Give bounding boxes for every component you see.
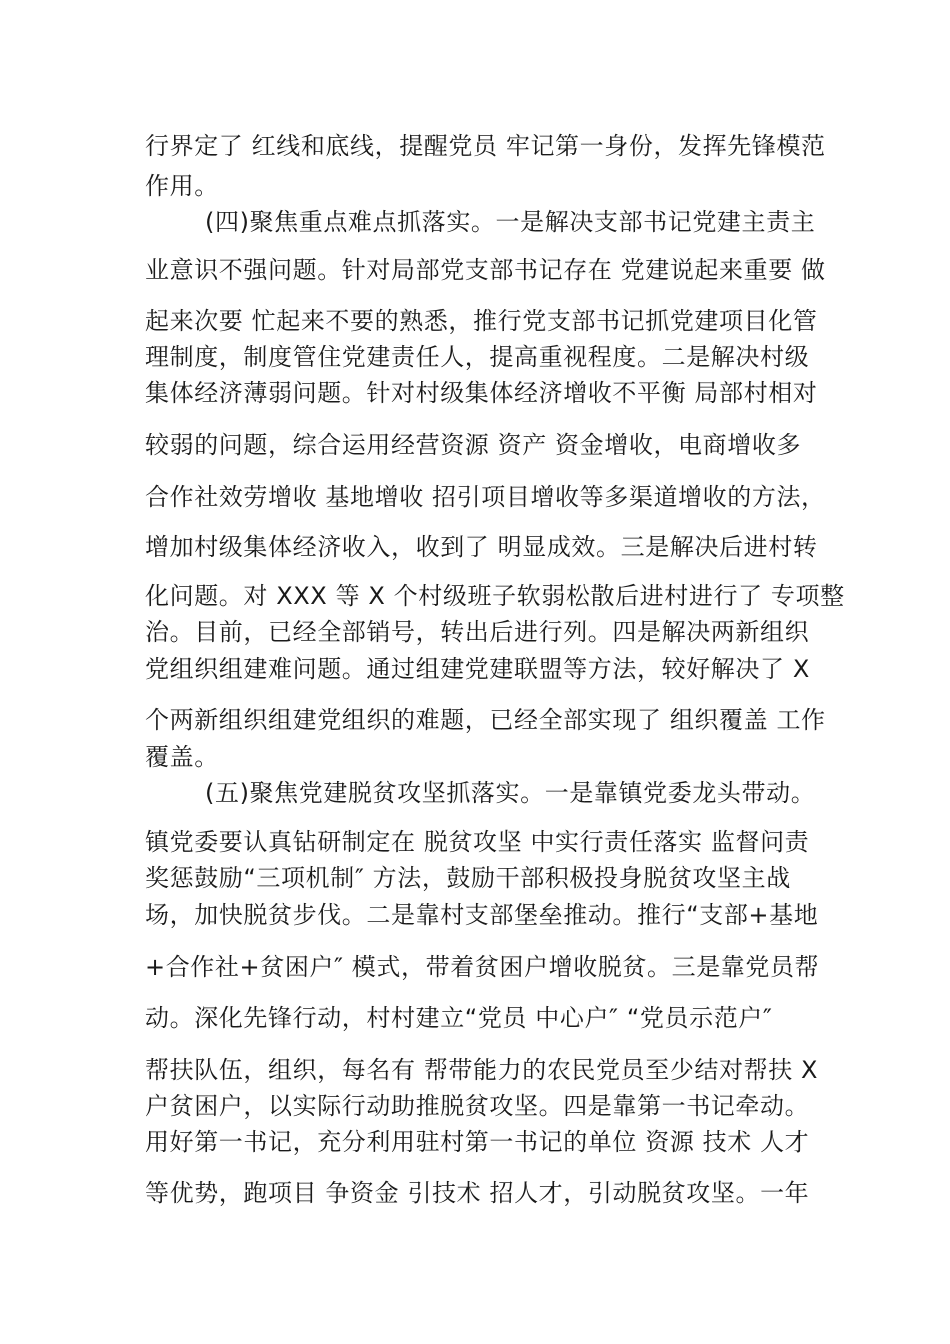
body-text-line: 行界定了 红线和底线，提醒党员 牢记第一身份，发挥先锋模范	[145, 132, 826, 160]
body-text-line: 奖惩鼓励“三项机制″ 方法，鼓励干部积极投身脱贫攻坚主战	[145, 864, 791, 892]
body-text-line: 业意识不强问题。针对局部党支部书记存在 党建说起来重要 做	[145, 256, 826, 284]
section-heading-5: (五)聚焦党建脱贫攻坚抓落实。一是靠镇党委龙头带动。	[205, 779, 816, 807]
body-text-line: 等优势，跑项目 争资金 引技术 招人才，引动脱贫攻坚。一年	[145, 1179, 810, 1207]
body-text-line: 覆盖。	[145, 743, 219, 771]
body-text-line: 党组织组建难问题。通过组建党建联盟等方法，较好解决了 X	[145, 655, 810, 683]
body-text-line: 集体经济薄弱问题。针对村级集体经济增收不平衡 局部村相对	[145, 379, 818, 407]
body-text-line: 理制度，制度管住党建责任人，提高重视程度。二是解决村级	[145, 343, 810, 371]
body-text-line: 个两新组织组建党组织的难题，已经全部实现了 组织覆盖 工作	[145, 706, 826, 734]
body-text-line: 帮扶队伍，组织，每名有 帮带能力的农民党员至少结对帮扶 X	[145, 1056, 819, 1084]
body-text-line: 动。深化先锋行动，村村建立“党员 中心户″ “党员示范户″	[145, 1004, 773, 1032]
body-text-line: 户贫困户，以实际行动助推脱贫攻坚。四是靠第一书记牵动。	[145, 1092, 810, 1120]
body-text-line: 镇党委要认真钻研制定在 脱贫攻坚 中实行责任落实 监督问责	[145, 828, 810, 856]
body-text-line: 起来次要 忙起来不要的熟悉，推行党支部书记抓党建项目化管	[145, 307, 818, 335]
body-text-line: +合作社+贫困户″ 模式，带着贫困户增收脱贫。三是靠党员帮	[145, 953, 820, 981]
section-heading-4: (四)聚焦重点难点抓落实。一是解决支部书记党建主责主	[205, 208, 816, 236]
body-text-line: 较弱的问题，综合运用经营资源 资产 资金增收，电商增收多	[145, 431, 802, 459]
body-text-line: 化问题。对 XXX 等 X 个村级班子软弱松散后进村进行了 专项整	[145, 582, 845, 610]
body-text-line: 合作社效劳增收 基地增收 招引项目增收等多渠道增收的方法，	[145, 483, 826, 511]
body-text-line: 作用。	[145, 172, 219, 200]
body-text-line: 场，加快脱贫步伐。二是靠村支部堡垒推动。推行“支部+基地	[145, 901, 819, 929]
body-text-line: 用好第一书记，充分利用驻村第一书记的单位 资源 技术 人才	[145, 1128, 810, 1156]
body-text-line: 增加村级集体经济收入，收到了 明显成效。三是解决后进村转	[145, 533, 818, 561]
body-text-line: 治。目前，已经全部销号，转出后进行列。四是解决两新组织	[145, 618, 810, 646]
